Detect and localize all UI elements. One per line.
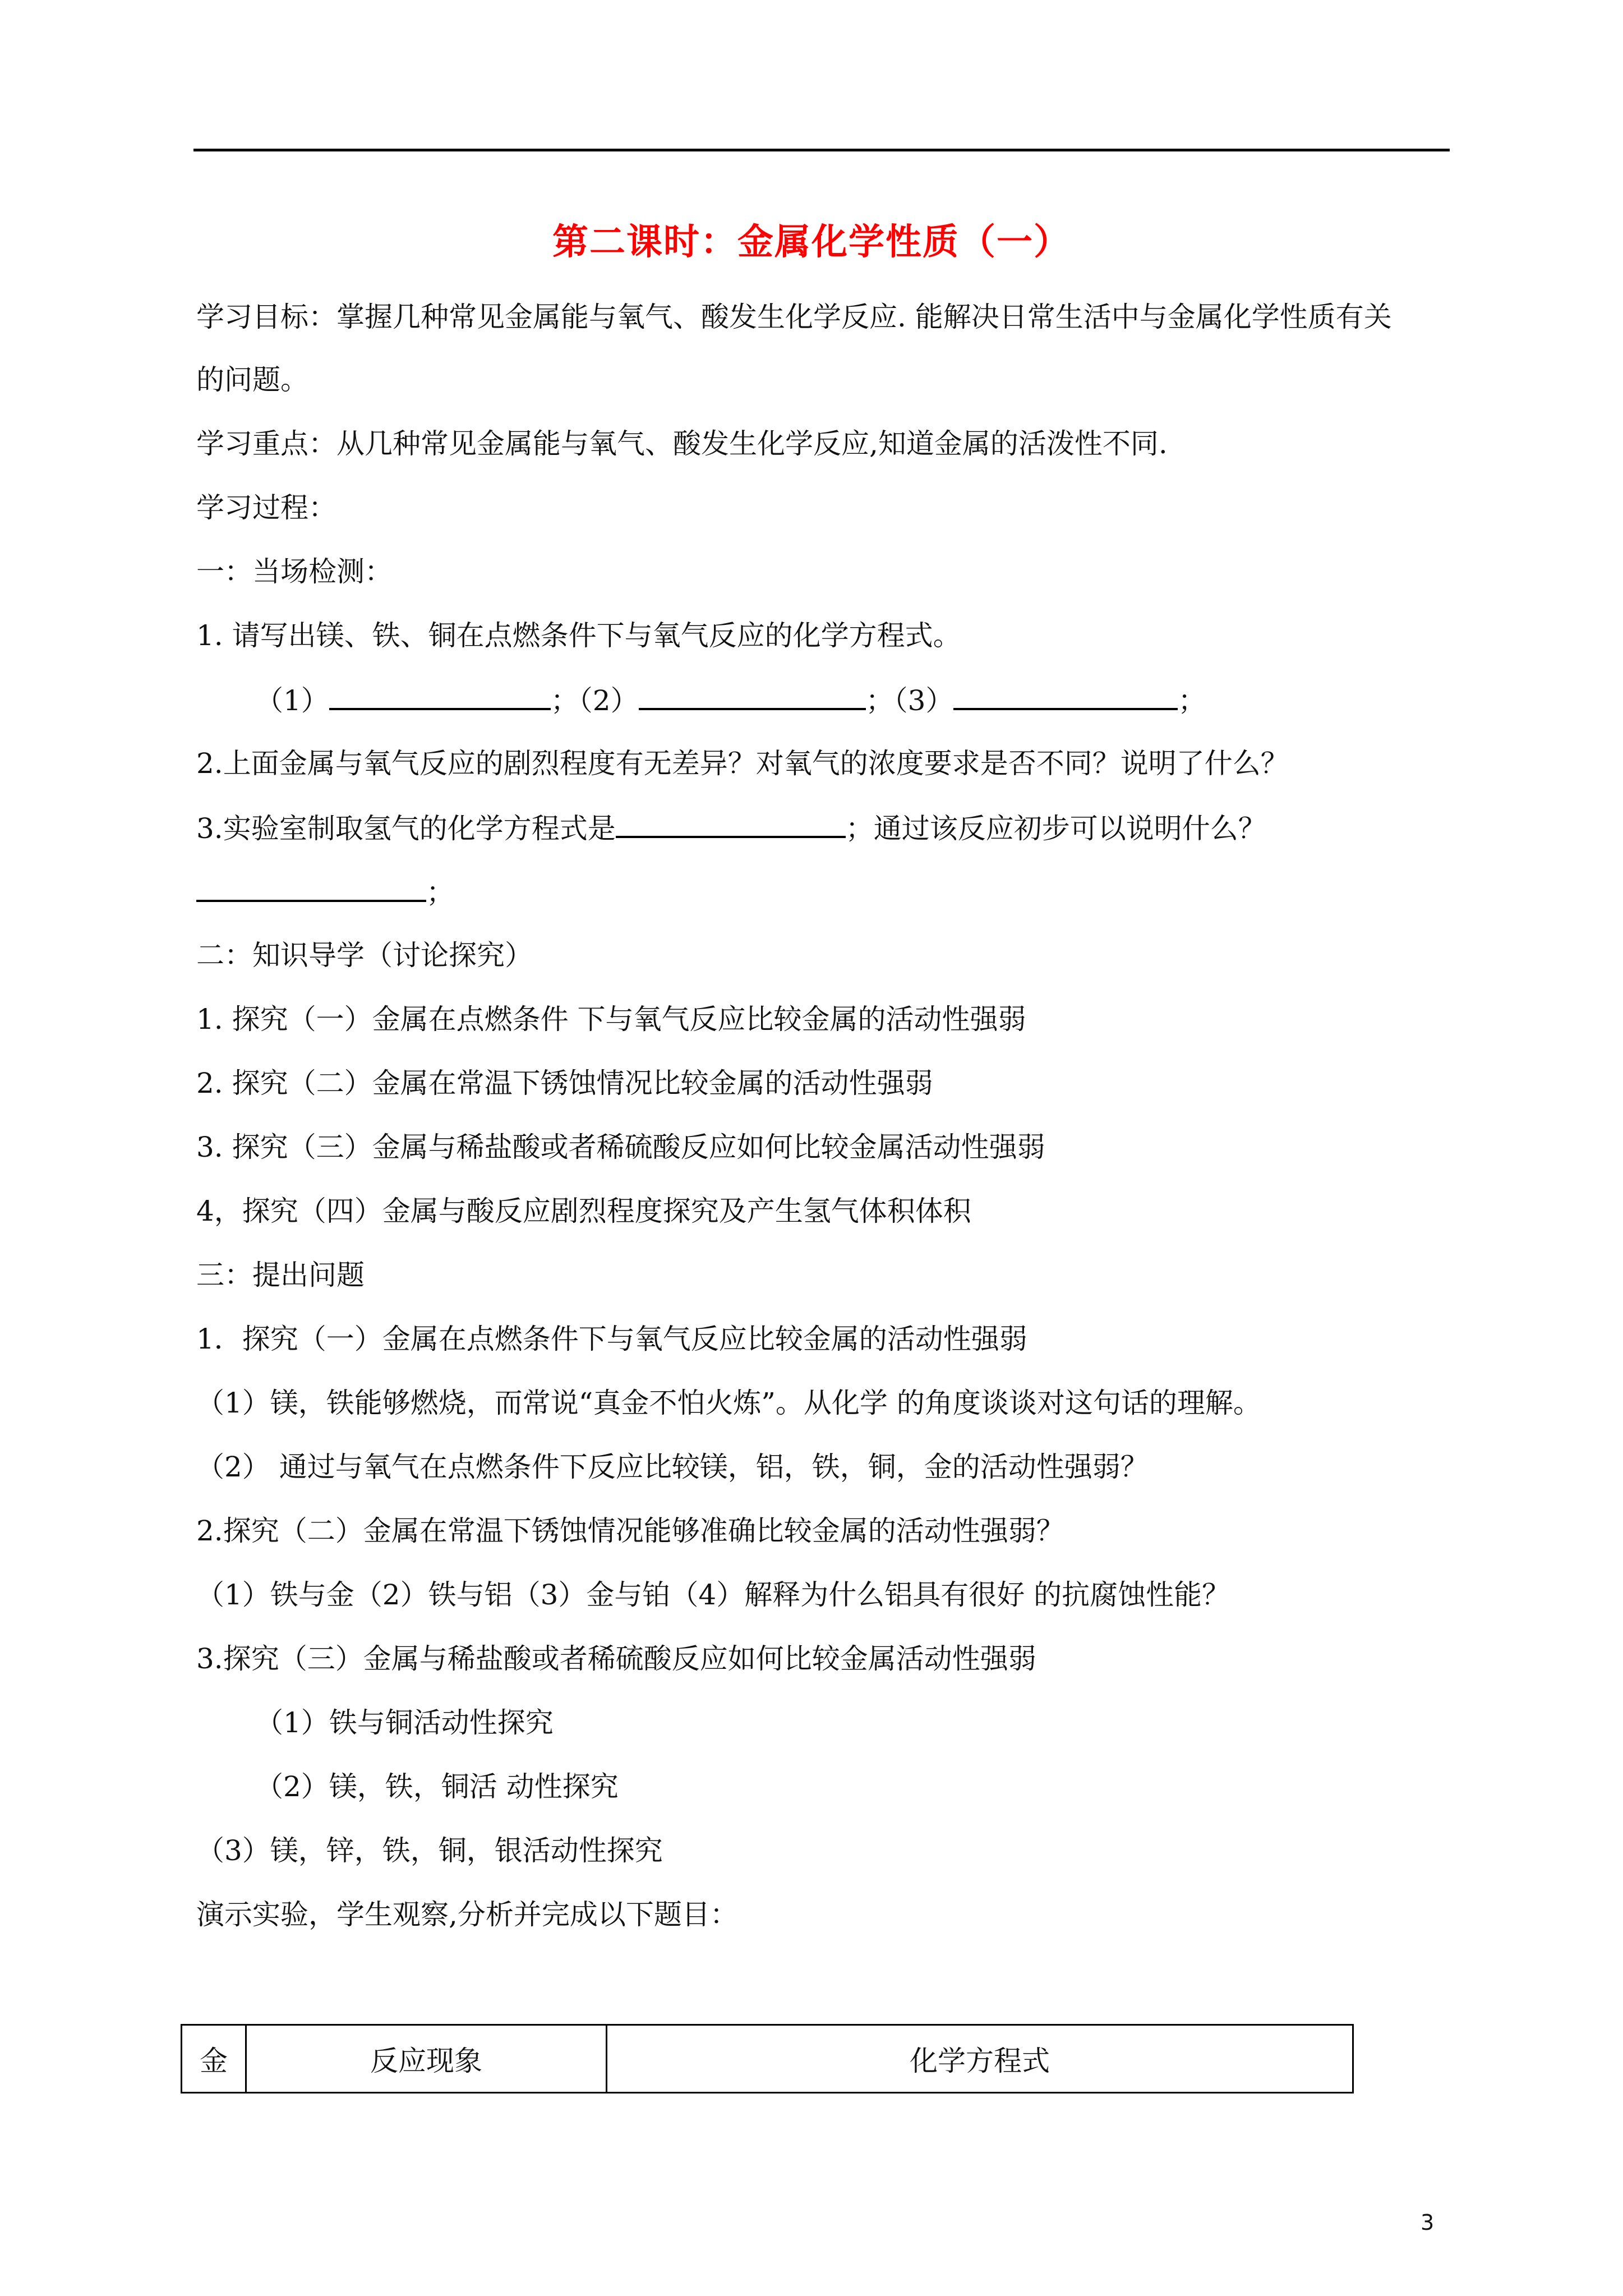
problem-3: 3.探究（三）金属与稀盐酸或者稀硫酸反应如何比较金属活动性强弱: [196, 1642, 1036, 1675]
blanks-row: [255, 681, 1206, 719]
question-3-answer: [196, 873, 454, 911]
question-3: [196, 809, 1266, 847]
answer-blank-4[interactable]: [616, 809, 846, 838]
guide-item-2: 2. 探究（二）金属在常温下锈蚀情况比较金属的活动性强弱: [196, 1067, 933, 1099]
problem-3-sub-2: （2）镁，铁，铜活 动性探究: [255, 1770, 619, 1803]
question-1: 1. 请写出镁、铁、铜在点燃条件下与氧气反应的化学方程式。: [196, 619, 961, 652]
guide-item-1: 1. 探究（一）金属在点燃条件 下与氧气反应比较金属的活动性强弱: [196, 1003, 1026, 1036]
blank-label-1: （1）: [255, 684, 329, 717]
question-2: 2.上面金属与氧气反应的剧烈程度有无差异？对氧气的浓度要求是否不同？说明了什么？: [196, 747, 1289, 780]
problem-1-sub-2: （2） 通过与氧气在点燃条件下反应比较镁，铝，铁，铜，金的活动性强弱？: [196, 1451, 1149, 1483]
blank-label-end: ；: [1178, 684, 1206, 717]
guide-item-4: 4，探究（四）金属与酸反应剧烈程度探究及产生氢气体积体积: [196, 1195, 971, 1227]
answer-blank-5[interactable]: [196, 873, 426, 902]
page-number: 3: [1421, 2210, 1435, 2235]
question-3-tail: ；: [426, 876, 454, 909]
problem-1: 1．探究（一）金属在点燃条件下与氧气反应比较金属的活动性强弱: [196, 1323, 1027, 1355]
problem-3-sub-1: （1）铁与铜活动性探究: [255, 1706, 554, 1739]
answer-blank-2[interactable]: [639, 681, 866, 710]
process-heading: 学习过程：: [196, 491, 336, 524]
section-2-heading: 二：知识导学（讨论探究）: [196, 939, 533, 972]
blank-label-2: ；（2）: [550, 684, 639, 717]
problem-2: 2.探究（二）金属在常温下锈蚀情况能够准确比较金属的活动性强弱？: [196, 1515, 1064, 1547]
table-header-phenomenon: 反应现象: [247, 2026, 607, 2092]
problem-1-sub-1: （1）镁，铁能够燃烧，而常说“真金不怕火炼”。从化学 的角度谈谈对这句话的理解。: [196, 1387, 1261, 1419]
demo-instruction: 演示实验，学生观察,分析并完成以下题目：: [196, 1898, 738, 1931]
blank-label-3: ；（3）: [865, 684, 954, 717]
problem-2-sub: （1）铁与金（2）铁与铝（3）金与铂（4）解释为什么铝具有很好 的抗腐蚀性能？: [196, 1579, 1230, 1611]
page-title: 第二课时：金属化学性质（一）: [552, 222, 1071, 263]
results-table: [181, 2024, 1354, 2093]
table-header-metal: 金: [182, 2026, 247, 2092]
table-header-equation: 化学方程式: [910, 2045, 1050, 2077]
section-1-heading: 一：当场检测：: [196, 555, 393, 588]
answer-blank-1[interactable]: [329, 681, 551, 710]
key-point-line: 学习重点：从几种常见金属能与氧气、酸发生化学反应,知道金属的活泼性不同.: [196, 427, 1168, 460]
section-3-heading: 三：提出问题: [196, 1259, 365, 1291]
objective-line-2: 的问题。: [196, 364, 308, 396]
problem-3-sub-3: （3）镁，锌，铁，铜，银活动性探究: [196, 1834, 663, 1867]
question-3-text-b: ；通过该反应初步可以说明什么？: [845, 812, 1266, 845]
header-rule: [193, 149, 1450, 151]
guide-item-3: 3. 探究（三）金属与稀盐酸或者稀硫酸反应如何比较金属活动性强弱: [196, 1131, 1045, 1163]
objective-line-1: 学习目标：掌握几种常见金属能与氧气、酸发生化学反应. 能解决日常生活中与金属化学性质有关: [196, 301, 1392, 333]
answer-blank-3[interactable]: [953, 681, 1178, 710]
question-3-text-a: 3.实验室制取氢气的化学方程式是: [196, 812, 616, 845]
